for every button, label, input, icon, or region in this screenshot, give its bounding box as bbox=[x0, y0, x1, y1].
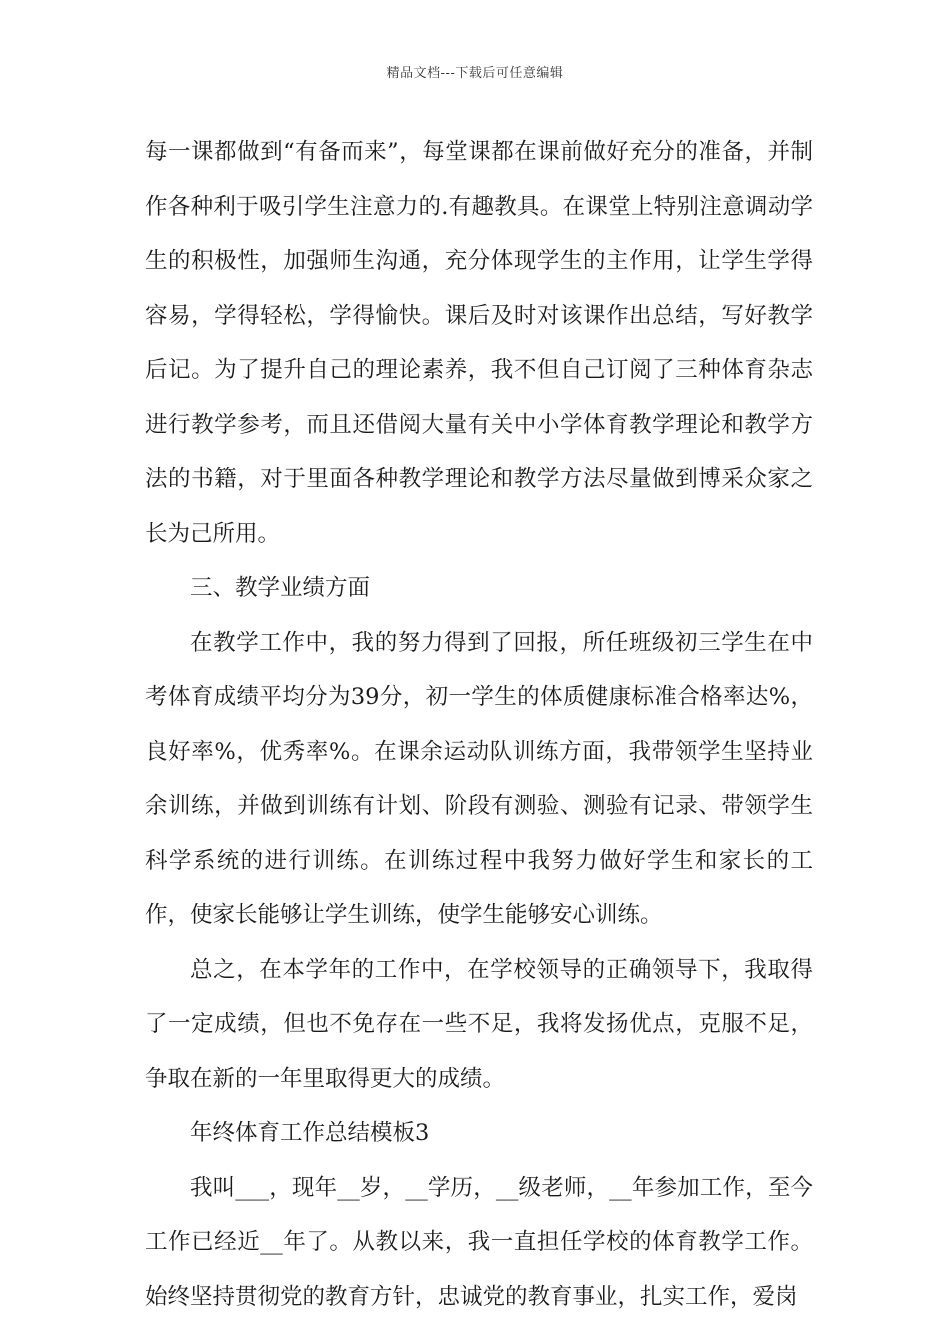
document-body bbox=[145, 125, 813, 1324]
paragraph-conclusion: 总之，在本学年的工作中，在学校领导的正确领导下，我取得了一定成绩，但也不免存在一些不足，我将发扬优点，克服不足，争取在新的一年里取得更大的成绩。 bbox=[145, 956, 813, 1092]
template-title: 年终体育工作总结模板3 bbox=[190, 1120, 430, 1146]
section-heading-teaching-achievements: 三、教学业绩方面 bbox=[190, 575, 371, 601]
paragraph-self-introduction: 我叫___，现年__岁，__学历，__级老师，__年参加工作，至今工作已经近__年了。从教以来，我一直担任学校的体育教学工作。始终坚持贯彻党的教育方针，忠诚党的教育事业，扎实工作，爱岗 bbox=[145, 1174, 813, 1310]
paragraph-teaching-preparation: 每一课都做到“有备而来”，每堂课都在课前做好充分的准备，并制作各种利于吸引学生注意力的.有趣教具。在课堂上特别注意调动学生的积极性，加强师生沟通，充分体现学生的主作用，让学生学得容易，学得轻松，学得愉快。课后及时对该课作出总结，写好教学后记。为了提升自己的理论素养，我不但自己订阅了三种体育杂志进行教学参考，而且还借阅大量有关中小学体育教学理论和教学方法的书籍，对于里面各种教学理论和教学方法尽量做到博采众家之长为己所用。 bbox=[145, 139, 813, 547]
page-header: 精品文档---下载后可任意编辑 bbox=[386, 66, 564, 81]
paragraph-teaching-results: 在教学工作中，我的努力得到了回报，所任班级初三学生在中考体育成绩平均分为39分，初一学生的体质健康标准合格率达%，良好率%，优秀率%。在课余运动队训练方面，我带领学生坚持业余训练，并做到训练有计划、阶段有测验、测验有记录、带领学生科学系统的进行训练。在训练过程中我努力做好学生和家长的工作，使家长能够让学生训练，使学生能够安心训练。 bbox=[145, 629, 813, 928]
